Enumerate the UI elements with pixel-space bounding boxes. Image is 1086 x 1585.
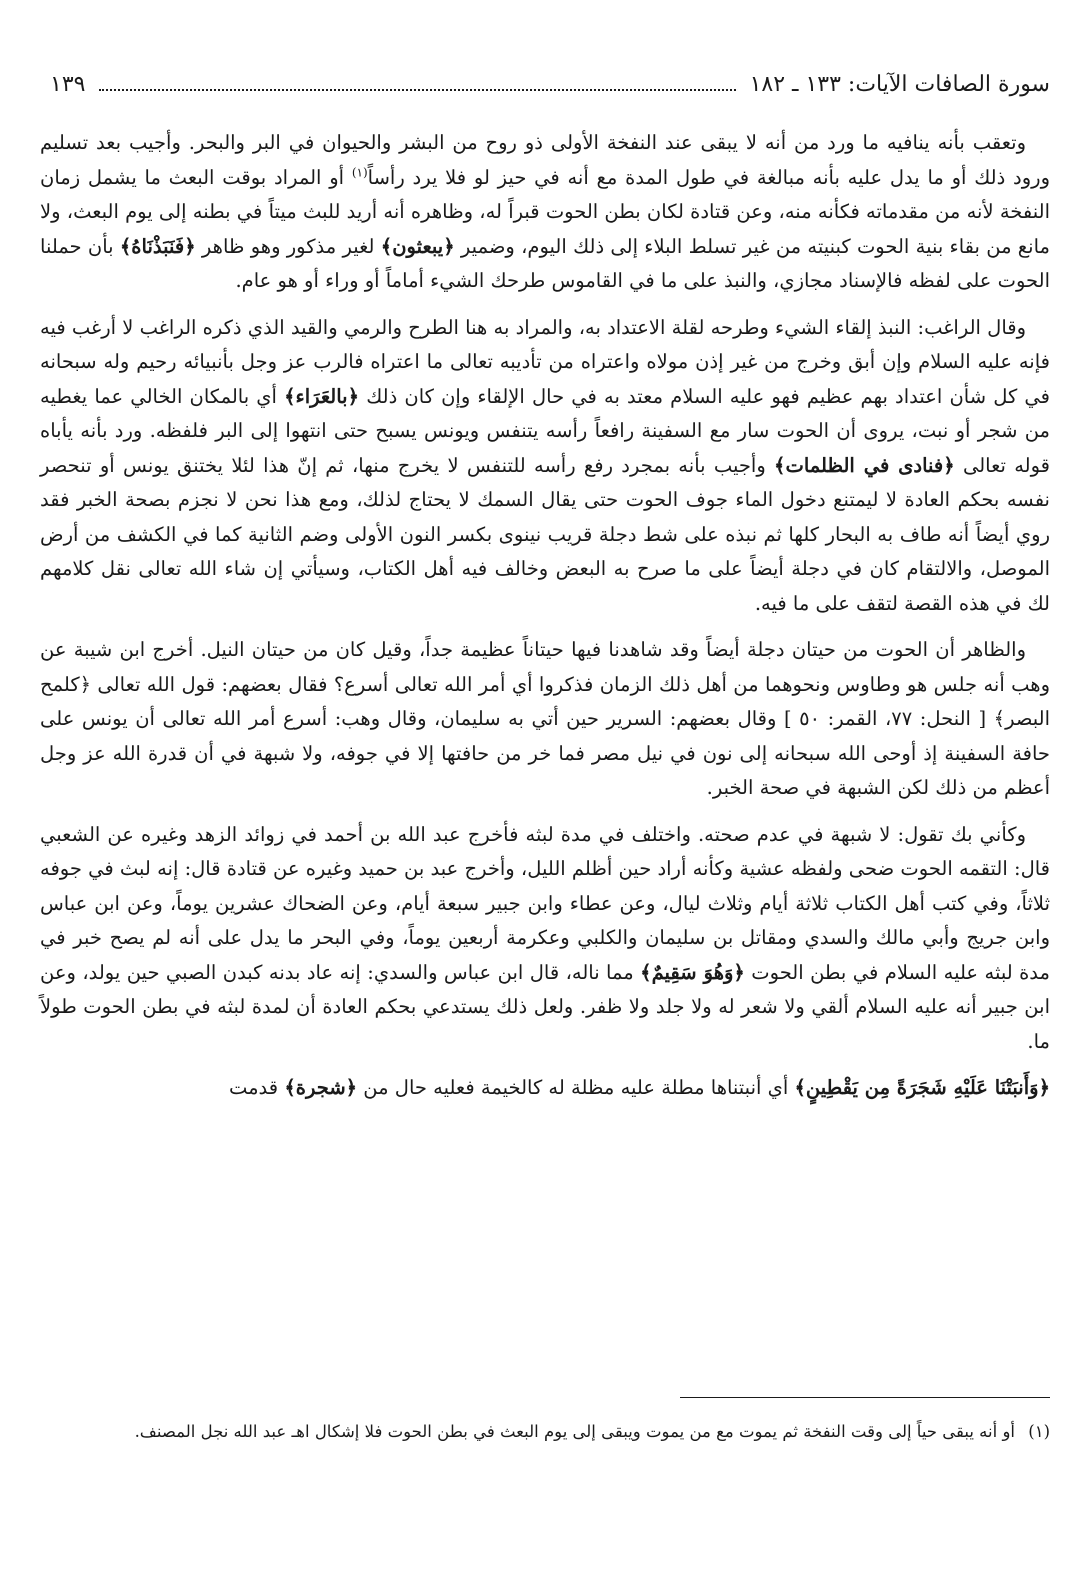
footnote-divider: [680, 1397, 1050, 1398]
paragraph-p5: [40, 1071, 1050, 1106]
footnote-text: أو أنه يبقى حياً إلى وقت النفخة ثم يموت مع من يموت ويبقى إلى يوم البعث في بطن الحوت فلا إشكال اهـ عبد الله نجل المصنف.: [134, 1422, 1015, 1441]
text-run: أو المراد بوقت البعث ما يشمل زمان النفخة لأنه من مقدماته فكأنه منه، وعن قتادة لكان بطن الحوت قبراً له، وظاهره أنه أريد للبث ميتاً في بطنه إلى يوم البعث، ولا مانع من بقاء بنية الحوت كبنيته من غير تسلط البلاء إلى ذلك اليوم، وضمير: [40, 165, 1050, 258]
paragraph-p4: [40, 818, 1050, 1060]
paragraph-p3: [40, 633, 1050, 806]
page-number: ١٣٩: [50, 72, 86, 97]
header-title: سورة الصافات الآيات: ١٣٣ ـ ١٨٢: [749, 72, 1050, 97]
book-page: [40, 72, 1050, 1572]
running-header: [40, 72, 1050, 110]
paragraph-p2: [40, 311, 1050, 622]
quran-quote: ﴿فَنَبَذْنَاهُ﴾: [119, 234, 196, 258]
text-run: أي أنبتناها مطلة عليه مظلة له كالخيمة فعليه حال من: [357, 1076, 795, 1099]
text-run: مما ناله، قال ابن عباس والسدي: إنه عاد بدنه كبدن الصبي حين يولد، وعن ابن جبير أنه عليه السلام ألقي ولا شعر له ولا جلد ولا ظفر. ولعل ذلك يستدعي بحكم العادة أن لمدة لبثه في بطن الحوت طولاً ما.: [40, 960, 1050, 1053]
text-run: وكأني بك تقول: لا شبهة في عدم صحته. واختلف في مدة لبثه فأخرج عبد الله بن أحمد في زوائد الزهد وغيره عن الشعبي قال: التقمه الحوت ضحى ولفظه عشية وكأنه أراد حين أظلم الليل، وأخرج عبد بن حميد وغيره عن قتادة قال: إنه لبث في جوفه ثلاثاً، وفي كتب أهل الكتاب ثلاثة أيام وثلاث ليال، وعن عطاء وابن جبير سبعة أيام، وعن الضحاك عشرين يوماً، وعن ابن عباس وابن جريج وأبي مالك والسدي ومقاتل بن سليمان والكلبي وعكرمة أربعين يوماً، وفي البحر ما يدل على أنه لم يصح خبر في مدة لبثه عليه السلام في بطن الحوت: [40, 822, 1050, 984]
text-run: وتعقب بأنه ينافيه ما ورد من أنه لا يبقى عند النفخة الأولى ذو روح من البشر والحيوان في البر والبحر. وأجيب بعد تسليم ورود ذلك أو ما يدل عليه بأنه مبالغة في طول المدة مع أنه في حيز لو فلا يرد رأساً: [40, 131, 1050, 189]
text-run: أي بالمكان الخالي عما يغطيه من شجر أو نبت، يروى أن الحوت سار مع السفينة رافعاً رأسه يتنفس ويونس يسبح حتى انتهوا إلى البر فلفظه. ورد بأنه يأباه قوله تعالى: [40, 384, 1050, 477]
quran-quote: ﴿فنادى في الظلمات﴾: [774, 453, 955, 477]
footnote-number: (١): [1028, 1422, 1050, 1441]
text-run: قدمت: [228, 1076, 285, 1099]
quran-quote: ﴿شجرة﴾: [284, 1076, 358, 1099]
text-run: بأن حملنا الحوت على لفظه فالإسناد مجازي، والنبذ على ما في القاموس طرحك الشيء أماماً أو وراء أو هو عام.: [40, 234, 1050, 292]
text-run: وأجيب بأنه بمجرد رفع رأسه للتنفس لا يخرج منها، ثم إنّ هذا لئلا يختنق يونس أو تنحصر نفسه بحكم العادة لا ليمتنع دخول الماء جوف الحوت حتى يقال السمك لا يحتاج لذلك، ومع هذا نحن لا نجزم بصحة الخبر فقد روي أيضاً أنه طاف به البحار كلها ثم نبذه على شط دجلة قريب نينوى بكسر النون الأولى وضم الثانية كما في الكشف من أرض الموصل، والالتقام كان في دجلة أيضاً على ما صرح به البعض وخالف فيه أهل الكتاب، وسيأتي إن شاء الله تعالى نقل كلامهم لك في هذه القصة لتقف على ما فيه.: [40, 453, 1050, 615]
header-leader-dots: [99, 75, 735, 91]
quran-quote: ﴿وَأَنبَتْنَا عَلَيْهِ شَجَرَةً مِن يَقْطِينٍ﴾: [794, 1076, 1050, 1099]
main-text: [40, 126, 1050, 1106]
text-run: والظاهر أن الحوت من حيتان دجلة أيضاً وقد شاهدنا فيها حيتاناً عظيمة جداً، وقيل كان من حيتان النيل. أخرج ابن شيبة عن وهب أنه جلس هو وطاوس ونحوهما من أهل ذلك الزمان فذكروا أي أمر الله تعالى أسرع؟ فقال بعضهم: قول الله تعالى ﴿كلمح البصر﴾ [ النحل: ٧٧، القمر: ٥٠ ] وقال بعضهم: السرير حين أتي به سليمان، وقال وهب: أسرع أمر الله تعالى أن يونس على حافة السفينة إذ أوحى الله سبحانه إلى نون في نيل مصر فما خر من حافتها إلا في جوفه، ولا شبهة في أن قدرة الله عز وجل أعظم من ذلك لكن الشبهة في صحة الخبر.: [40, 638, 1050, 799]
quran-quote: ﴿يبعثون﴾: [380, 234, 455, 258]
quran-quote: ﴿وَهُوَ سَقِيمٌ﴾: [640, 960, 745, 984]
text-run: وقال الراغب: النبذ إلقاء الشيء وطرحه لقلة الاعتداد به، والمراد به هنا الطرح والرمي والقيد الذي ذكره الراغب لا أرغب فيه فإنه عليه السلام وإن أبق وخرج من غير إذن مولاه واعتراه من تأديبه تعالى ما اعتراه فالرب عز وجل بأنبيائه رحيم وله سبحانه في كل شأن اعتداد بهم عظيم فهو عليه السلام معتد به في حال الإلقاء وإن كان ذلك: [40, 315, 1050, 408]
paragraph-p1: [40, 126, 1050, 299]
footnote: [45, 1417, 1050, 1447]
text-run: لغير مذكور وهو ظاهر: [195, 234, 381, 258]
footnote-ref: (١): [351, 165, 368, 179]
quran-quote: ﴿بالعَرَاء﴾: [284, 384, 360, 408]
